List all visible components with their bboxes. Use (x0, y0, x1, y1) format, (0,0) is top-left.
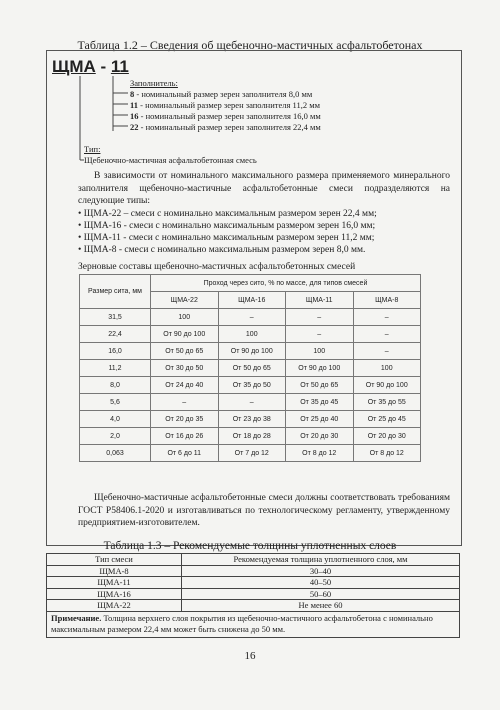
bullet-item: • ЩМА-22 – смеси с номинально максимальным размером зерен 22,4 мм; (78, 209, 377, 219)
table-cell: От 7 до 12 (218, 445, 286, 462)
table-cell: От 6 до 11 (151, 445, 219, 462)
table-cell: От 35 до 50 (218, 377, 286, 394)
table-cell: 11,2 (80, 360, 151, 377)
table-cell: 100 (218, 326, 286, 343)
table-cell: От 18 до 28 (218, 428, 286, 445)
table-row (47, 588, 460, 600)
layer-thickness-table (46, 553, 460, 638)
filler-item: 11 - номинальный размер зерен заполнителя 11,2 мм (130, 100, 320, 110)
table-row (47, 577, 460, 589)
table-cell: 100 (286, 343, 354, 360)
table-row (80, 377, 421, 394)
table-cell: От 20 до 30 (353, 428, 421, 445)
table-cell: – (353, 343, 421, 360)
note-text: Толщина верхнего слоя покрытия из щебеночно-мастичного асфальтобетона с номинально максимальным размером 22,4 мм может быть снижена до 50 мм. (51, 612, 433, 634)
type-header: Тип: (84, 144, 101, 154)
table-cell: От 8 до 12 (353, 445, 421, 462)
table-cell: 4,0 (80, 411, 151, 428)
table-header-row (47, 554, 460, 566)
note-row (47, 611, 460, 637)
table-cell: – (218, 394, 286, 411)
table-cell: От 20 до 30 (286, 428, 354, 445)
mix-code-number: 11 (110, 57, 129, 76)
intro-paragraph: В зависимости от номинального максимального размера применяемого минерального заполнителя щебеночно-мастичные асфальтобетонные смеси подразделяются на следующие типы: (78, 171, 450, 206)
table-1-2-title: Таблица 1.2 – Сведения об щебеночно-мастичных асфальтобетонах (77, 38, 423, 52)
table-row (80, 428, 421, 445)
table-cell: ЩМА-22 (47, 600, 182, 612)
mix-type-header: Тип смеси (47, 554, 182, 566)
filler-item: 22 - номинальный размер зерен заполнителя 22,4 мм (130, 122, 321, 132)
table-cell: От 35 до 45 (286, 394, 354, 411)
note-cell (47, 611, 460, 637)
page-number: 16 (244, 650, 256, 662)
table-cell: От 90 до 100 (353, 377, 421, 394)
table-row (80, 309, 421, 326)
table-cell: 50–60 (182, 588, 460, 600)
table-cell: От 25 до 45 (353, 411, 421, 428)
bullet-item: • ЩМА-8 - смеси с номинально максимальным размером зерен 8,0 мм. (78, 245, 366, 255)
table-cell: – (286, 326, 354, 343)
filler-header: Заполнитель: (130, 78, 178, 88)
type-header-cell: ЩМА-22 (151, 292, 219, 309)
table-cell: От 8 до 12 (286, 445, 354, 462)
table-cell: От 50 до 65 (218, 360, 286, 377)
table-cell: От 50 до 65 (286, 377, 354, 394)
table-cell: ЩМА-11 (47, 577, 182, 589)
table-cell: 22,4 (80, 326, 151, 343)
table-row (80, 343, 421, 360)
table-cell: ЩМА-16 (47, 588, 182, 600)
table-cell: – (218, 309, 286, 326)
table-cell: – (151, 394, 219, 411)
table-cell: От 23 до 38 (218, 411, 286, 428)
table-cell: 8,0 (80, 377, 151, 394)
table-cell: От 16 до 26 (151, 428, 219, 445)
table-cell: От 90 до 100 (286, 360, 354, 377)
table-cell: – (286, 309, 354, 326)
thickness-header: Рекомендуемая толщина уплотненного слоя, мм (182, 554, 460, 566)
table-cell: 100 (151, 309, 219, 326)
table-row (80, 326, 421, 343)
table-cell: 16,0 (80, 343, 151, 360)
table-cell: От 20 до 35 (151, 411, 219, 428)
table-row (47, 565, 460, 577)
table-cell: – (353, 326, 421, 343)
table-cell: 31,5 (80, 309, 151, 326)
sieve-size-header: Размер сита, мм (80, 275, 151, 309)
table-cell: От 25 до 40 (286, 411, 354, 428)
table-row (80, 360, 421, 377)
table-cell: 30–40 (182, 565, 460, 577)
table-header-row (80, 275, 421, 292)
table-cell: Не менее 60 (182, 600, 460, 612)
table-cell: – (353, 309, 421, 326)
table-cell: 2,0 (80, 428, 151, 445)
bullet-item: • ЩМА-16 - смеси с номинально максимальным размером зерен 16,0 мм; (78, 221, 376, 231)
bullet-item: • ЩМА-11 - смеси с номинально максимальным размером зерен 11,2 мм; (78, 233, 375, 243)
table-row (80, 394, 421, 411)
table-row (80, 411, 421, 428)
table-row (80, 445, 421, 462)
type-header-cell: ЩМА-16 (218, 292, 286, 309)
grain-composition-table (79, 274, 421, 462)
filler-item: 8 - номинальный размер зерен заполнителя 8,0 мм (130, 89, 313, 99)
table-cell: От 50 до 65 (151, 343, 219, 360)
table-row (47, 600, 460, 612)
table-cell: От 30 до 50 (151, 360, 219, 377)
grain-table-caption: Зерновые составы щебеночно-мастичных асфальтобетонных смесей (78, 262, 356, 272)
conclusion-paragraph: Щебеночно-мастичные асфальтобетонные смеси должны соответствовать требованиям ГОСТ Р58406.1-2020 и изготавливаться по технологическому регламенту, утвержденному предприятием-изготовителем. (78, 493, 450, 528)
table-cell: 5,6 (80, 394, 151, 411)
table-cell: 0,063 (80, 445, 151, 462)
type-header-cell: ЩМА-11 (286, 292, 354, 309)
mix-code-dash: - (95, 57, 111, 76)
type-value: Щебеночно-мастичная асфальтобетонная смесь (84, 155, 257, 165)
table-cell: От 24 до 40 (151, 377, 219, 394)
mix-code-name: ЩМА (52, 57, 96, 76)
passing-group-header: Проход через сито, % по массе, для типов смесей (151, 275, 421, 292)
table-cell: От 35 до 55 (353, 394, 421, 411)
table-cell: 100 (353, 360, 421, 377)
note-label: Примечание. (51, 612, 102, 623)
filler-item: 16 - номинальный размер зерен заполнителя 16,0 мм (130, 111, 321, 121)
table-cell: От 90 до 100 (218, 343, 286, 360)
type-header-cell: ЩМА-8 (353, 292, 421, 309)
table-cell: ЩМА-8 (47, 565, 182, 577)
table-cell: 40–50 (182, 577, 460, 589)
table-cell: От 90 до 100 (151, 326, 219, 343)
table-1-3-title: Таблица 1.3 – Рекомендуемые толщины уплотненных слоев (103, 540, 397, 552)
